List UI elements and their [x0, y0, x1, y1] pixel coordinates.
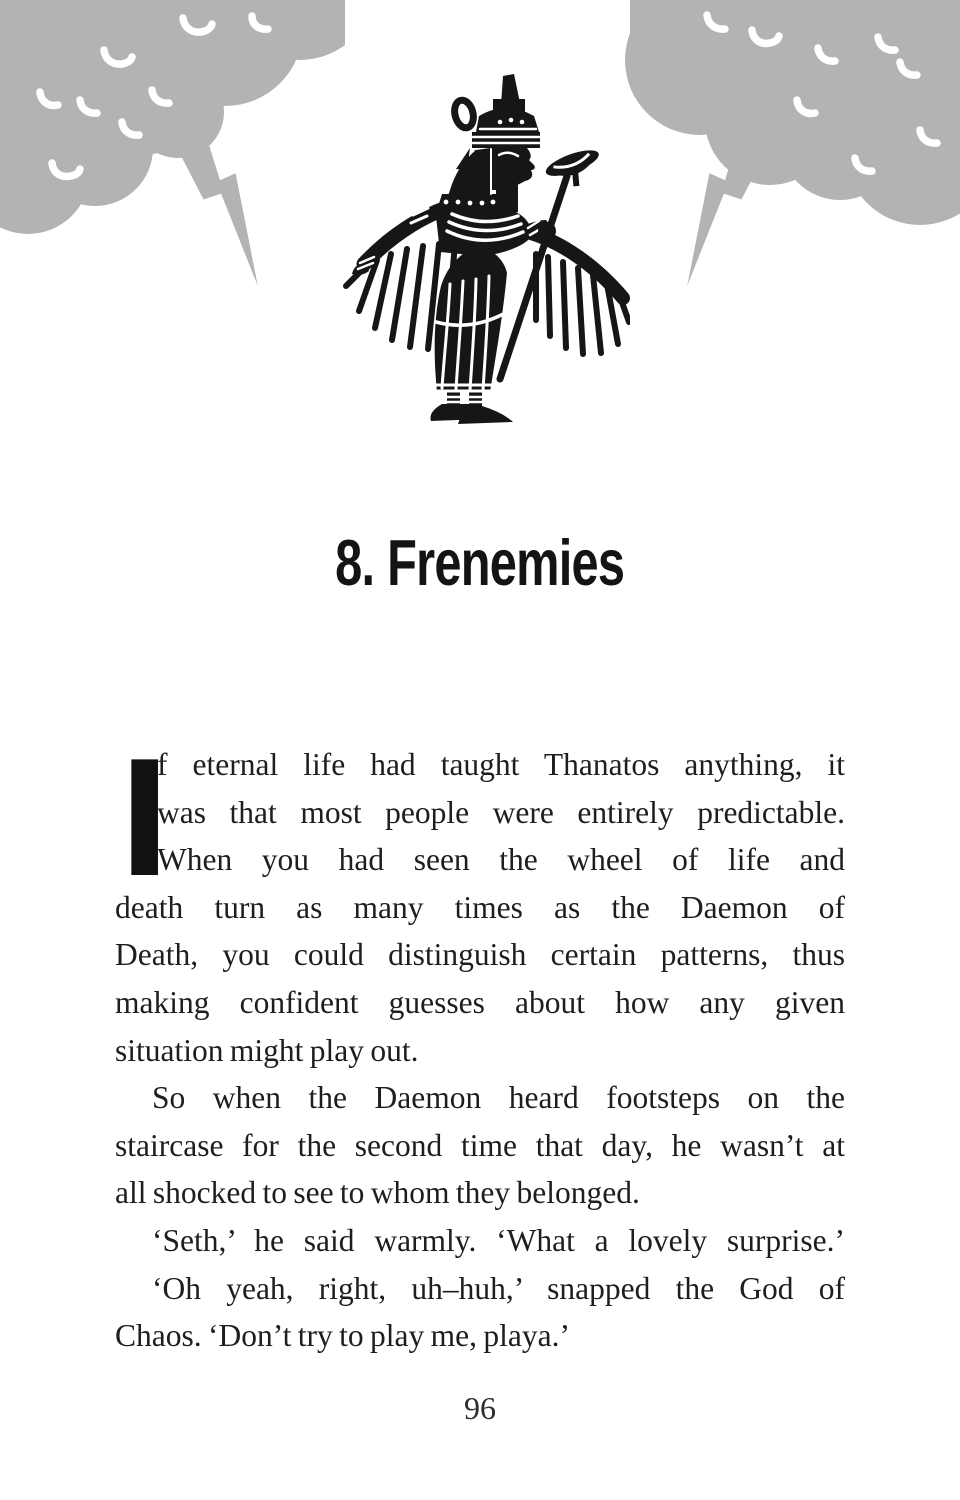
storm-cloud-left	[0, 0, 345, 310]
body-line: ‘Oh yeah, right, uh–huh,’ snapped the God of	[152, 1270, 845, 1306]
body-line: f eternal life had taught Thanatos anything, it	[157, 747, 845, 782]
body-line: ‘Seth,’ he said warmly. ‘What a lovely surprise.’	[152, 1222, 845, 1258]
page-number: 96	[464, 1390, 496, 1426]
body-line: death turn as many times as the Daemon of	[115, 889, 845, 925]
storm-cloud-right	[615, 0, 960, 315]
body-line: When you had seen the wheel of life and	[157, 842, 845, 878]
body-line: Chaos. ‘Don’t try to play me, playa.’	[115, 1318, 570, 1354]
body-line: all shocked to see to whom they belonged.	[115, 1175, 640, 1211]
body-line: making confident guesses about how any given	[115, 984, 845, 1020]
right-wing-feathers	[536, 254, 629, 354]
body-text	[115, 723, 845, 1360]
chapter-title-text: 8. Frenemies	[335, 526, 625, 599]
drop-cap: I	[119, 723, 171, 911]
chapter-title	[0, 528, 960, 598]
body-line: was that most people were entirely predictable.	[157, 794, 845, 830]
body-line: staircase for the second time that day, he wasn’t at	[115, 1127, 845, 1163]
body-line: Death, you could distinguish certain patterns, thus	[115, 937, 845, 973]
egyptian-deity-illustration	[330, 70, 630, 445]
body-line: So when the Daemon heard footsteps on the	[152, 1080, 845, 1116]
body-line: situation might play out.	[115, 1032, 419, 1068]
